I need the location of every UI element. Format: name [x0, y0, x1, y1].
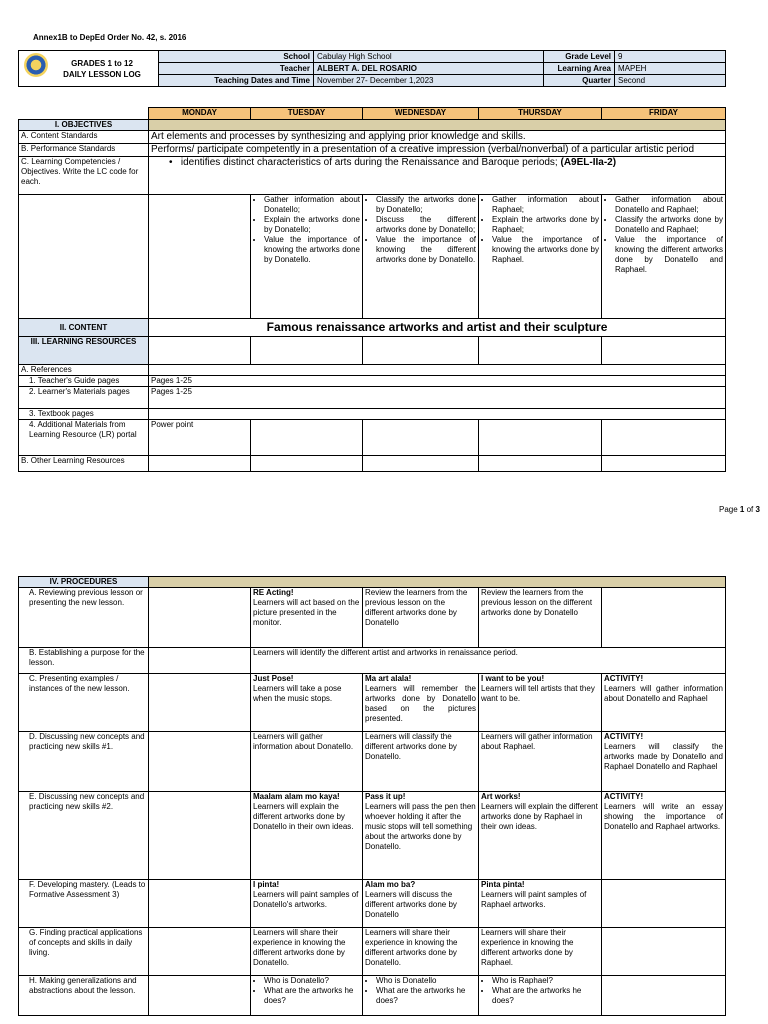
proc-c-thursday [479, 674, 602, 732]
lesson-table-page2 [18, 576, 726, 1016]
proc-f-wednesday [363, 880, 479, 928]
activity-title: Maalam alam mo kaya! [253, 792, 340, 801]
activity-title: ACTIVITY! [604, 674, 644, 683]
textbook-label: 3. Textbook pages [19, 409, 149, 420]
proc-d-label: D. Discussing new concepts and practicing new skills #1. [19, 732, 149, 792]
proc-e-wednesday [363, 792, 479, 880]
procedures-heading: IV. PROCEDURES [19, 577, 149, 588]
list-item: • Who is Donatello? [264, 976, 360, 986]
activity-text: Learners will paint samples of Donatello's artworks. [253, 890, 359, 909]
proc-c-friday [602, 674, 726, 732]
activity-text: Learners will classify the artworks made by Donatello and Raphael Donatello and Raphael [604, 742, 723, 771]
list-item: • Value the importance of knowing the artworks done by Donatello. [264, 235, 360, 265]
teacher-label: Teacher [159, 63, 314, 75]
objectives-friday [602, 195, 726, 319]
proc-d-tuesday: Learners will gather information about Donatello. [251, 732, 363, 792]
content-text: Famous renaissance artworks and artist and their sculpture [149, 319, 726, 337]
objectives-thursday [479, 195, 602, 319]
competencies-text-cell [149, 157, 726, 195]
activity-title: Art works! [481, 792, 521, 801]
list-item: • Explain the artworks done by Donatello; [264, 215, 360, 235]
activity-title: Alam mo ba? [365, 880, 416, 889]
activity-text: Learners will act based on the picture presented in the monitor. [253, 598, 360, 627]
deped-seal-icon [24, 53, 48, 77]
proc-b-label: B. Establishing a purpose for the lesson. [19, 648, 149, 674]
proc-g-wednesday: Learners will share their experience in knowing the different artworks done by Donatello. [363, 928, 479, 976]
header-table [18, 50, 726, 87]
activity-title: Pinta pinta! [481, 880, 525, 889]
activity-title: Just Pose! [253, 674, 294, 683]
page-number [719, 505, 760, 514]
proc-h-wednesday [363, 976, 479, 1016]
activity-text: Learners will explain the different artworks done by Raphael in their own ideas. [481, 802, 598, 831]
content-standards-text: Art elements and processes by synthesizing and applying prior knowledge and skills. [149, 131, 726, 144]
list-item: • Gather information about Donatello; [264, 195, 360, 215]
quarter-value: Second [615, 75, 726, 87]
objectives-wednesday [363, 195, 479, 319]
references-label: A. References [19, 365, 149, 376]
other-resources-label: B. Other Learning Resources [19, 456, 149, 472]
proc-g-thursday: Learners will share their experience in knowing the different artworks done by Raphael. [479, 928, 602, 976]
proc-a-label: A. Reviewing previous lesson or presenting the new lesson. [19, 588, 149, 648]
activity-text: Learners will discuss the different artworks done by Donatello [365, 890, 457, 919]
teachers-guide-label: 1. Teacher's Guide pages [19, 376, 149, 387]
dates-value: November 27- December 1,2023 [314, 75, 544, 87]
day-thursday: THURSDAY [479, 108, 602, 120]
proc-a-tuesday [251, 588, 363, 648]
day-wednesday: WEDNESDAY [363, 108, 479, 120]
proc-a-wednesday: Review the learners from the previous lesson on the different artworks done by Donatello [363, 588, 479, 648]
list-item: • Gather information about Donatello and Raphael; [615, 195, 723, 215]
activity-text: Learners will take a pose when the music stops. [253, 684, 342, 703]
page-total: 3 [755, 505, 760, 514]
dates-label: Teaching Dates and Time [159, 75, 314, 87]
content-standards-label: A. Content Standards [19, 131, 149, 144]
procedures-band [149, 577, 726, 588]
header-title-line1: GRADES 1 to 12 [71, 58, 133, 68]
grade-value: 9 [615, 51, 726, 63]
proc-d-friday [602, 732, 726, 792]
proc-c-wednesday [363, 674, 479, 732]
activity-title: ACTIVITY! [604, 792, 644, 801]
proc-d-thursday: Learners will gather information about Raphael. [479, 732, 602, 792]
proc-e-label: E. Discussing new concepts and practicing new skills #2. [19, 792, 149, 880]
proc-d-wednesday: Learners will classify the different artworks done by Donatello. [363, 732, 479, 792]
grade-label: Grade Level [544, 51, 615, 63]
competencies-text: identifies distinct characteristics of arts during the Renaissance and Baroque periods; [180, 157, 558, 168]
activity-text: Learners will explain the different artworks done by Donatello in their own ideas. [253, 802, 354, 831]
activity-title: Ma art alala! [365, 674, 412, 683]
proc-h-label: H. Making generalizations and abstractions about the lesson. [19, 976, 149, 1016]
activity-text: Learners will write an essay showing the importance of Donatello and Raphael artworks. [604, 802, 723, 831]
activity-text: Learners will gather information about Donatello and Raphael [604, 684, 723, 703]
list-item: • Value the importance of knowing the artworks done by Raphael. [492, 235, 599, 265]
proc-e-tuesday [251, 792, 363, 880]
annex-title: Annex1B to DepEd Order No. 42, s. 2016 [33, 33, 187, 42]
list-item: • What are the artworks he does? [264, 986, 360, 1006]
proc-c-tuesday [251, 674, 363, 732]
list-item: • Who is Donatello [376, 976, 476, 986]
performance-standards-label: B. Performance Standards [19, 144, 149, 157]
proc-b-text: Learners will identify the different artist and artworks in renaissance period. [251, 648, 726, 674]
list-item: • Classify the artworks done by Donatello and Raphael; [615, 215, 723, 235]
page-current: 1 [739, 505, 745, 514]
proc-e-thursday [479, 792, 602, 880]
proc-a-thursday: Review the learners from the previous lesson on the different artworks done by Donatello [479, 588, 602, 648]
resources-heading: III. LEARNING RESOURCES [19, 337, 149, 365]
proc-e-friday [602, 792, 726, 880]
area-value: MAPEH [615, 63, 726, 75]
list-item: • What are the artworks he does? [492, 986, 599, 1006]
list-item: • Explain the artworks done by Raphael; [492, 215, 599, 235]
learners-materials-value: Pages 1-25 [149, 387, 726, 409]
teachers-guide-value: Pages 1-25 [149, 376, 726, 387]
header-title-line2: DAILY LESSON LOG [63, 69, 141, 79]
proc-h-thursday [479, 976, 602, 1016]
list-item: • Who is Raphael? [492, 976, 599, 986]
list-item: • Value the importance of knowing the different artworks done by Donatello. [376, 235, 476, 265]
competencies-code: (A9EL-IIa-2) [560, 157, 617, 168]
activity-text: Learners will pass the pen then whoever holding it after the music stops will tell something about the artworks done by Donatello. [365, 802, 476, 851]
activity-title: I want to be you! [481, 674, 545, 683]
activity-title: RE Acting! [253, 588, 294, 597]
proc-g-tuesday: Learners will share their experience in knowing the different artworks done by Donatello. [251, 928, 363, 976]
day-friday: FRIDAY [602, 108, 726, 120]
objectives-heading: I. OBJECTIVES [19, 120, 149, 131]
page-of: of [744, 505, 756, 514]
list-item: • Classify the artworks done by Donatello; [376, 195, 476, 215]
content-heading: II. CONTENT [19, 319, 149, 337]
area-label: Learning Area [544, 63, 615, 75]
list-item: • Value the importance of knowing the different artworks done by Donatello and Raphael. [615, 235, 723, 275]
quarter-label: Quarter [544, 75, 615, 87]
day-monday: MONDAY [149, 108, 251, 120]
day-tuesday: TUESDAY [251, 108, 363, 120]
list-item: • Gather information about Raphael; [492, 195, 599, 215]
additional-materials-label: 4. Additional Materials from Learning Resource (LR) portal [19, 420, 149, 456]
objectives-band [149, 120, 726, 131]
activity-text: Learners will tell artists that they want to be. [481, 684, 595, 703]
lesson-table-page1 [18, 107, 726, 472]
performance-standards-text: Performs/ participate competently in a presentation of a creative impression (verbal/nonverbal) of a particular artistic period [149, 144, 726, 157]
competencies-label: C. Learning Competencies / Objectives. Write the LC code for each. [19, 157, 149, 195]
additional-materials-value: Power point [149, 420, 251, 456]
bullet-icon: • [169, 157, 181, 168]
proc-h-tuesday [251, 976, 363, 1016]
proc-f-label: F. Developing mastery. (Leads to Formative Assessment 3) [19, 880, 149, 928]
list-item: • What are the artworks he does? [376, 986, 476, 1006]
page-prefix: Page [719, 505, 740, 514]
list-item: • Discuss the different artworks done by Donatello; [376, 215, 476, 235]
school-label: School [159, 51, 314, 63]
activity-title: Pass it up! [365, 792, 406, 801]
proc-f-tuesday [251, 880, 363, 928]
header-title-cell [19, 51, 159, 87]
activity-title: I pinta! [253, 880, 280, 889]
activity-text: Learners will paint samples of Raphael artworks. [481, 890, 587, 909]
activity-title: ACTIVITY! [604, 732, 644, 741]
proc-c-label: C. Presenting examples / instances of the new lesson. [19, 674, 149, 732]
objectives-tuesday [251, 195, 363, 319]
school-value: Cabulay High School [314, 51, 544, 63]
proc-f-thursday [479, 880, 602, 928]
activity-text: Learners will remember the artworks done by Donatello based on the pictures presented. [365, 684, 476, 723]
learners-materials-label: 2. Learner's Materials pages [19, 387, 149, 409]
teacher-value: ALBERT A. DEL ROSARIO [314, 63, 544, 75]
proc-g-label: G. Finding practical applications of concepts and skills in daily living. [19, 928, 149, 976]
